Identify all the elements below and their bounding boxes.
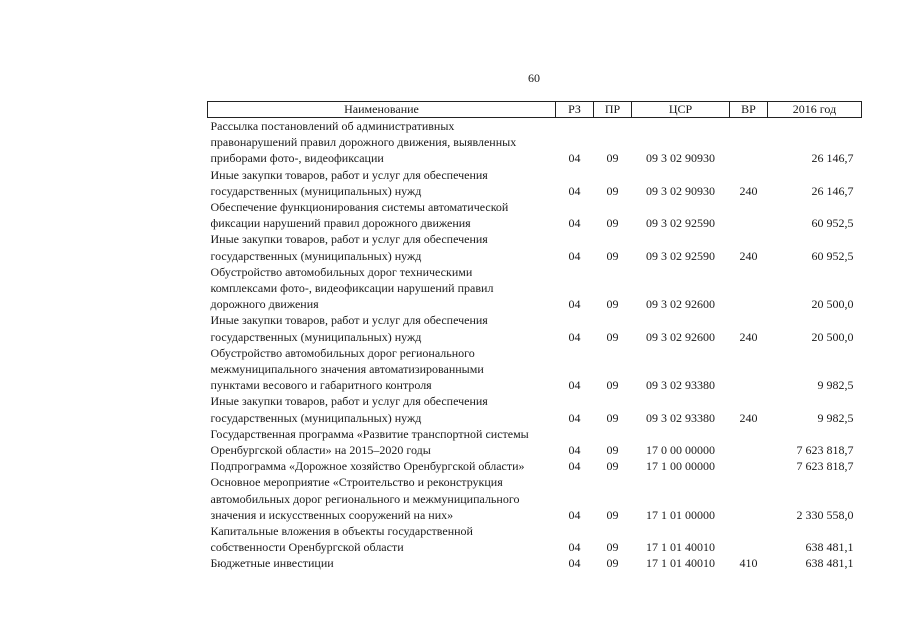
- row-csr: 17 1 00 00000: [646, 459, 715, 474]
- row-name: [208, 458, 556, 474]
- row-name-line: государственных (муниципальных) нужд: [210, 329, 422, 344]
- row-vr: 240: [739, 329, 758, 344]
- row-csr: 09 3 02 92590: [646, 248, 715, 263]
- row-pr: 09: [606, 540, 619, 555]
- row-amount: 20 500,0: [811, 297, 854, 312]
- table-row: [208, 199, 862, 231]
- row-amount: 7 623 818,7: [796, 443, 854, 458]
- row-amount: 9 982,5: [817, 410, 854, 425]
- row-name: [208, 264, 556, 313]
- row-name-line: комплексами фото-, видеофиксации нарушений правил: [210, 281, 494, 296]
- row-csr: 17 1 01 40010: [646, 540, 715, 555]
- row-amount: 638 481,1: [805, 540, 854, 555]
- row-pr: 09: [606, 329, 619, 344]
- row-vr: 410: [739, 556, 758, 571]
- row-name-line: Подпрограмма «Дорожное хозяйство Оренбургской области»: [210, 459, 525, 474]
- row-vr: [730, 345, 768, 394]
- row-name: [208, 118, 556, 167]
- row-amount: 7 623 818,7: [796, 459, 854, 474]
- header-name: Наименование: [208, 102, 556, 118]
- row-name-line: Иные закупки товаров, работ и услуг для обеспечения: [210, 167, 488, 182]
- row-name-line: правонарушений правил дорожного движения, выявленных: [210, 135, 517, 150]
- row-amount: 26 146,7: [811, 151, 854, 166]
- table-body: [208, 118, 862, 572]
- row-vr: [730, 118, 768, 167]
- row-name-line: Обеспечение функционирования системы автоматической: [210, 200, 509, 215]
- row-name-line: значения и искусственных сооружений на них»: [210, 507, 454, 522]
- table-row: [208, 555, 862, 571]
- row-pr: 09: [606, 507, 619, 522]
- row-pr: 09: [606, 378, 619, 393]
- row-name-line: дорожного движения: [210, 297, 319, 312]
- row-vr: [730, 523, 768, 555]
- row-name-line: Капитальные вложения в объекты государственной: [210, 524, 473, 539]
- row-name-line: Оренбургской области» на 2015–2020 годы: [210, 443, 431, 458]
- row-rz: 04: [568, 410, 581, 425]
- row-rz: 04: [568, 556, 581, 571]
- row-amount: 20 500,0: [811, 329, 854, 344]
- row-name-line: Рассылка постановлений об административных: [210, 119, 455, 133]
- row-pr: 09: [606, 248, 619, 263]
- row-rz: 04: [568, 540, 581, 555]
- row-csr: 09 3 02 92600: [646, 297, 715, 312]
- row-rz: 04: [568, 216, 581, 231]
- row-name: [208, 231, 556, 263]
- row-amount: 638 481,1: [805, 556, 854, 571]
- row-pr: 09: [606, 183, 619, 198]
- header-csr: ЦСР: [632, 102, 730, 118]
- table-row: [208, 345, 862, 394]
- row-name: [208, 345, 556, 394]
- row-vr: [730, 264, 768, 313]
- row-name-line: приборами фото-, видеофиксации: [210, 151, 384, 166]
- row-rz: 04: [568, 151, 581, 166]
- row-name-line: Иные закупки товаров, работ и услуг для обеспечения: [210, 394, 488, 409]
- row-name: [208, 312, 556, 344]
- row-name-line: собственности Оренбургской области: [210, 540, 404, 555]
- row-amount: 9 982,5: [817, 378, 854, 393]
- table-row: [208, 118, 862, 167]
- table-row: [208, 312, 862, 344]
- row-csr: 17 0 00 00000: [646, 443, 715, 458]
- row-name: [208, 199, 556, 231]
- header-rz: РЗ: [556, 102, 594, 118]
- row-csr: 09 3 02 92590: [646, 216, 715, 231]
- row-rz: 04: [568, 459, 581, 474]
- row-vr: 240: [739, 410, 758, 425]
- row-name-line: Основное мероприятие «Строительство и реконструкция: [210, 475, 503, 490]
- row-name-line: фиксации нарушений правил дорожного движения: [210, 216, 471, 231]
- row-name-line: Обустройство автомобильных дорог техническими: [210, 264, 473, 279]
- row-name-line: пунктами весового и габаритного контроля: [210, 378, 432, 393]
- row-pr: 09: [606, 151, 619, 166]
- row-vr: [730, 458, 768, 474]
- row-name: [208, 393, 556, 425]
- header-year: 2016 год: [768, 102, 862, 118]
- row-rz: 04: [568, 183, 581, 198]
- row-name: [208, 426, 556, 458]
- table-row: [208, 264, 862, 313]
- row-rz: 04: [568, 248, 581, 263]
- table-row: [208, 231, 862, 263]
- row-name-line: Бюджетные инвестиции: [210, 556, 334, 571]
- row-vr: [730, 199, 768, 231]
- table-row: [208, 474, 862, 523]
- table-row: [208, 167, 862, 199]
- row-name: [208, 167, 556, 199]
- row-rz: 04: [568, 378, 581, 393]
- row-csr: 09 3 02 92600: [646, 329, 715, 344]
- row-vr: [730, 426, 768, 458]
- row-name-line: автомобильных дорог регионального и межмуниципального: [210, 491, 520, 506]
- row-vr: [730, 474, 768, 523]
- row-pr: 09: [606, 556, 619, 571]
- row-name-line: Иные закупки товаров, работ и услуг для обеспечения: [210, 232, 488, 247]
- table-row: [208, 393, 862, 425]
- table-row: [208, 426, 862, 458]
- row-amount: 2 330 558,0: [796, 507, 854, 522]
- row-amount: 60 952,5: [811, 248, 854, 263]
- row-rz: 04: [568, 443, 581, 458]
- row-name: [208, 523, 556, 555]
- header-pr: ПР: [594, 102, 632, 118]
- row-name: [208, 555, 556, 571]
- row-rz: 04: [568, 507, 581, 522]
- row-csr: 09 3 02 93380: [646, 410, 715, 425]
- budget-table: [207, 101, 862, 572]
- row-name-line: Иные закупки товаров, работ и услуг для обеспечения: [210, 313, 488, 328]
- row-pr: 09: [606, 216, 619, 231]
- row-csr: 09 3 02 90930: [646, 183, 715, 198]
- row-csr: 09 3 02 93380: [646, 378, 715, 393]
- table-row: [208, 523, 862, 555]
- row-name-line: Государственная программа «Развитие транспортной системы: [210, 426, 529, 441]
- row-pr: 09: [606, 443, 619, 458]
- row-pr: 09: [606, 459, 619, 474]
- row-amount: 26 146,7: [811, 183, 854, 198]
- row-name-line: государственных (муниципальных) нужд: [210, 183, 422, 198]
- table-row: [208, 458, 862, 474]
- table-header-row: [208, 102, 862, 118]
- row-rz: 04: [568, 329, 581, 344]
- row-pr: 09: [606, 410, 619, 425]
- row-name-line: Обустройство автомобильных дорог регионального: [210, 345, 475, 360]
- row-name-line: государственных (муниципальных) нужд: [210, 410, 422, 425]
- row-name: [208, 474, 556, 523]
- row-rz: 04: [568, 297, 581, 312]
- row-csr: 17 1 01 00000: [646, 507, 715, 522]
- row-vr: 240: [739, 183, 758, 198]
- page-number: 60: [528, 71, 540, 85]
- row-vr: 240: [739, 248, 758, 263]
- row-name-line: межмуниципального значения автоматизированными: [210, 362, 484, 377]
- row-amount: 60 952,5: [811, 216, 854, 231]
- row-csr: 09 3 02 90930: [646, 151, 715, 166]
- header-vr: ВР: [730, 102, 768, 118]
- row-pr: 09: [606, 297, 619, 312]
- row-name-line: государственных (муниципальных) нужд: [210, 248, 422, 263]
- row-csr: 17 1 01 40010: [646, 556, 715, 571]
